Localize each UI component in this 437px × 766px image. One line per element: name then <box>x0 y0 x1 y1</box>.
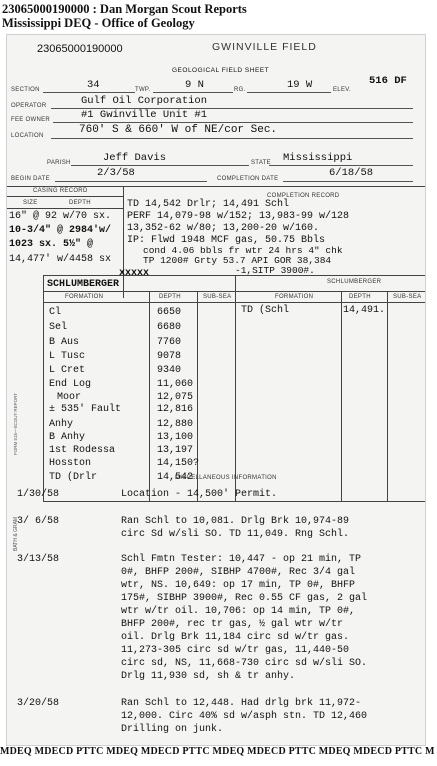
casing-line-3: 1023 sx. 5½" @ <box>9 239 94 250</box>
formation-depth: 9078 <box>157 351 182 362</box>
subsea-col-header: SUB-SEA <box>203 294 232 300</box>
formation-name: Anhy <box>49 419 74 430</box>
section-value: 34 <box>87 79 100 91</box>
formation-depth: 9340 <box>157 365 182 376</box>
misc-line: Schl Fmtn Tester: 10,447 - op 21 min, TP <box>121 554 362 565</box>
formation-depth: 7760 <box>157 337 182 348</box>
misc-line: wtr, NS. 10,649: op 17 min, TP 0#, BHFP <box>121 580 356 591</box>
formation-depth: 12,880 <box>157 419 194 430</box>
misc-line: 12,000. Circ 40% sd w/asph stn. TD 12,460 <box>121 711 368 722</box>
misc-info-label: MISCELLANEOUS INFORMATION <box>175 475 277 481</box>
formation-name: Moor <box>57 392 82 403</box>
formation-depth: 12,075 <box>157 392 194 403</box>
field-name: GWINVILLE FIELD <box>212 41 317 53</box>
formation-name: End Log <box>49 379 92 390</box>
twp-label: TWP. <box>135 87 151 93</box>
casing-line-4: 14,477' w/4458 sx <box>9 254 112 265</box>
formation-name: Cl <box>49 307 62 318</box>
formation-name: Hosston <box>49 458 92 469</box>
side-logo: BATH & GRAM <box>13 516 19 551</box>
misc-line: oil. Drlg Brk 11,184 circ sd w/tr gas. <box>121 632 350 643</box>
formation-name: L Tusc <box>49 351 86 362</box>
formation-depth: 6680 <box>157 322 182 333</box>
formation-name: L Cret <box>49 365 86 376</box>
formation-depth: 11,060 <box>157 379 194 390</box>
formation-name: B Aus <box>49 337 80 348</box>
misc-line: wtr w/tr oil. 10,706: op 14 min, TP 0#, <box>121 606 356 617</box>
casing-record-label: CASING RECORD <box>33 188 88 194</box>
completion-line-2: PERF 14,079-98 w/152; 13,983-99 w/128 <box>127 211 350 222</box>
state-label: STATE <box>251 160 271 166</box>
sheet-title: GEOLOGICAL FIELD SHEET <box>172 67 270 74</box>
misc-line: 11,273-305 circ sd w/tr gas, 11,440-50 <box>121 645 350 656</box>
depth-col-header: DEPTH <box>159 294 181 300</box>
fee-owner-label: FEE OWNER <box>11 117 51 123</box>
formation-name: Sel <box>49 322 68 333</box>
misc-line: 175#, SIBHP 3900#, Rec 0.55 CF gas, 2 gal <box>121 593 368 604</box>
completion-line-6: TP 1200# Grty 53.7 API GOR 38,384 <box>143 255 332 266</box>
rg-label: RG. <box>234 87 246 93</box>
formation-col-header-right: FORMATION <box>275 294 314 300</box>
begin-date-value: 2/3/58 <box>97 167 135 179</box>
formation-name: ± 535' Fault <box>49 404 122 415</box>
misc-date: 3/13/58 <box>17 554 60 565</box>
misc-date: 1/30/58 <box>17 489 60 500</box>
casing-line-1: 16" @ 92 w/70 sx. <box>9 211 112 222</box>
schlumberger-right-label: SCHLUMBERGER <box>327 279 382 285</box>
formation-depth: 14,542 <box>157 472 194 483</box>
footer-watermark: MDEQ MDECD PTTC MDEQ MDECD PTTC MDEQ MDECD PTTC MDEQ MDECD PTTC M <box>0 746 435 757</box>
misc-date: 3/20/58 <box>17 698 60 709</box>
formation-depth: 13,100 <box>157 432 194 443</box>
depth-col-header-right: DEPTH <box>349 294 371 300</box>
report-title: 23065000190000 : Dan Morgan Scout Reports <box>2 2 247 16</box>
completion-line-1: TD 14,542 Drlr; 14,491 Schl <box>127 199 290 210</box>
formation-depth: 6650 <box>157 307 182 318</box>
misc-line: 0#, BHFP 200#, SIBHP 4700#, Rec 3/4 gal <box>121 567 356 578</box>
completion-line-5: cond 4.06 bbls fr wtr 24 hrs 4" chk <box>143 245 343 256</box>
state-value: Mississippi <box>283 152 353 164</box>
completion-record-label: COMPLETION RECORD <box>267 193 340 199</box>
section-label: SECTION <box>11 87 40 93</box>
completion-line-7: -1,SITP 3900#. <box>235 265 315 276</box>
formation-col-header: FORMATION <box>65 294 104 300</box>
misc-line: BHFP 200#, rec tr gas, ½ gal wtr w/tr <box>121 619 344 630</box>
geological-field-sheet <box>6 34 426 746</box>
misc-line: circ Sd w/sli SO. TD 11,049. Rng Schl. <box>121 529 350 540</box>
completion-date-label: COMPLETION DATE <box>217 176 279 182</box>
casing-line-2: 10-3/4" @ 2984'w/ <box>9 225 112 236</box>
operator-label: OPERATOR <box>11 103 47 109</box>
completion-line-4: IP: Flwd 1948 MCF gas, 50.75 Bbls <box>127 235 326 246</box>
side-form-print: FORM 515—SCOUT REPORT <box>13 392 18 455</box>
formation-name: B Anhy <box>49 432 86 443</box>
rg-value: 19 W <box>287 79 313 91</box>
right-log-name: TD (Schl <box>241 305 290 316</box>
misc-line: Ran Schl to 10,081. Drlg Brk 10,974-89 <box>121 516 350 527</box>
location-value: 760' S & 660' W of NE/cor Sec. <box>79 124 278 136</box>
begin-date-label: BEGIN DATE <box>11 176 50 182</box>
misc-line: circ sd, NS, 11,668-730 circ sd w/sli SO. <box>121 658 368 669</box>
twp-value: 9 N <box>185 79 204 91</box>
formation-name: 1st Rodessa <box>49 445 116 456</box>
formation-depth: 12,816 <box>157 404 194 415</box>
elev-label: ELEV. <box>333 87 351 93</box>
casing-size-label: SIZE <box>23 200 38 206</box>
formation-depth: 13,197 <box>157 445 194 456</box>
subsea-col-header-right: SUB-SEA <box>393 294 422 300</box>
location-label: LOCATION <box>11 133 44 139</box>
completion-line-3: 13,352-62 w/80; 13,200-20 w/160. <box>127 223 320 234</box>
api-number: 23065000190000 <box>37 43 123 55</box>
fee-owner-value: #1 Gwinville Unit #1 <box>81 109 208 121</box>
misc-line: Drlg 11,930 sd, sh & tr anhy. <box>121 671 296 682</box>
misc-line: Ran Schl to 12,448. Had drlg brk 11,972- <box>121 698 362 709</box>
formation-depth: 14,150? <box>157 458 200 469</box>
elev-value: 516 DF <box>369 75 407 87</box>
operator-value: Gulf Oil Corporation <box>81 95 208 107</box>
casing-depth-label: DEPTH <box>69 200 91 206</box>
formation-name: TD (Drlr <box>49 472 98 483</box>
misc-line: Drilling on junk. <box>121 724 224 735</box>
schlumberger-left-title: SCHLUMBERGER <box>47 279 120 290</box>
right-log-depth: 14,491. <box>343 305 386 316</box>
parish-label: PARISH <box>47 160 71 166</box>
misc-date: 3/ 6/58 <box>17 516 60 527</box>
strike-marks: xxxxx <box>119 268 150 279</box>
misc-line: Location - 14,500' Permit. <box>121 489 278 500</box>
report-subtitle: Mississippi DEQ - Office of Geology <box>2 16 195 30</box>
parish-value: Jeff Davis <box>103 152 167 164</box>
completion-date-value: 6/18/58 <box>329 167 374 179</box>
